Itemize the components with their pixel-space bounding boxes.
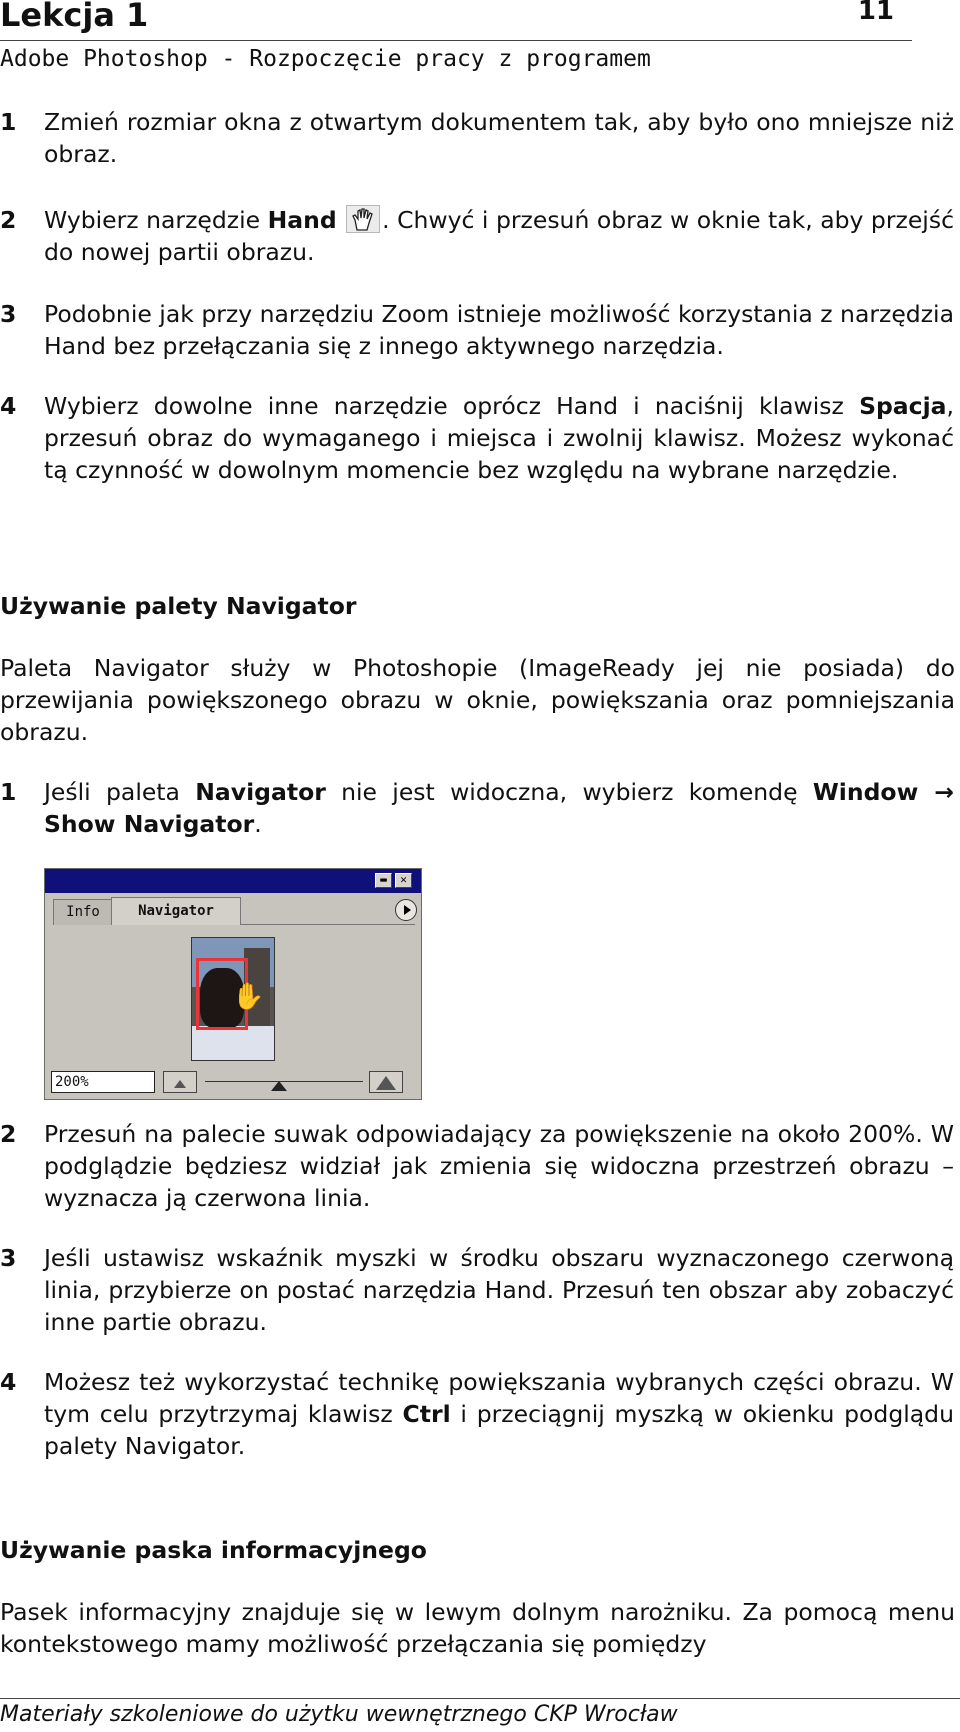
step-text: Jeśli ustawisz wskaźnik myszki w środku obszaru wyznaczonego czerwoną linia, przybierze on postać narzędzia Hand. Przesuń ten obszar aby zobaczyć inne partie obrazu.: [44, 1244, 954, 1336]
zoom-out-button[interactable]: [163, 1071, 197, 1093]
hand-tool-icon: [346, 205, 380, 233]
hand-cursor-icon: ✋: [232, 982, 265, 1012]
minimize-button[interactable]: ▬: [375, 873, 392, 888]
step-number: 4: [0, 1368, 17, 1396]
lesson-header: [0, 0, 912, 41]
step-3: [0, 298, 955, 362]
section-heading-info-bar: Używanie paska informacyjnego: [0, 1536, 427, 1564]
section-heading-navigator: Używanie palety Navigator: [0, 592, 357, 620]
text-run: Wybierz narzędzie: [44, 206, 268, 234]
bold-run: Window → Show Navigator: [44, 778, 954, 838]
page-number: 11: [857, 0, 894, 26]
step-number: 1: [0, 108, 17, 136]
step-number: 1: [0, 778, 17, 806]
step-text: Podobnie jak przy narzędziu Zoom istnieje możliwość korzystania z narzędzia Hand bez przełączania się z innego aktywnego narzędzia.: [44, 300, 954, 360]
text-run: . Chwyć i przesuń obraz w oknie tak, aby przejść do nowej partii obrazu.: [44, 206, 954, 266]
navigator-step-1: [0, 776, 955, 840]
close-button[interactable]: ✕: [395, 873, 412, 888]
navigator-preview[interactable]: [191, 937, 275, 1061]
text-run: nie jest widoczna, wybierz komendę: [325, 778, 813, 806]
step-text: [44, 204, 954, 268]
info-bar-text: Pasek informacyjny znajduje się w lewym dolnym narożniku. Za pomocą menu kontekstowego mamy możliwość przełączania się pomiędzy: [0, 1598, 955, 1658]
navigator-step-4: [0, 1366, 955, 1462]
step-number: 3: [0, 1244, 17, 1272]
step-number: 2: [0, 206, 17, 234]
navigator-step-3: [0, 1242, 955, 1338]
tab-navigator[interactable]: Navigator: [111, 897, 241, 925]
step-4: [0, 390, 955, 486]
step-text: [44, 390, 954, 486]
step-2: [0, 204, 955, 268]
page-footer: Materiały szkoleniowe do użytku wewnętrznego CKP Wrocław: [0, 1702, 678, 1727]
navigator-intro: Paleta Navigator służy w Photoshopie (ImageReady jej nie posiada) do przewijania powiększonego obrazu w oknie, powiększania oraz pomniejszania obrazu.: [0, 654, 955, 746]
step-text: [44, 1366, 954, 1462]
text-run: Wybierz dowolne inne narzędzie oprócz Hand i naciśnij klawisz: [44, 392, 860, 420]
navigator-step-2: [0, 1118, 955, 1214]
lesson-title: Lekcja 1: [0, 0, 149, 34]
step-text: Zmień rozmiar okna z otwartym dokumentem tak, aby było ono mniejsze niż obraz.: [44, 108, 954, 168]
bold-run: Hand: [267, 206, 337, 234]
text-run: Jeśli paleta: [44, 778, 196, 806]
text-run: .: [254, 810, 262, 838]
tab-info[interactable]: Info: [53, 899, 113, 925]
palette-titlebar: [45, 869, 421, 893]
preview-snow: [192, 1026, 274, 1060]
bold-run: Navigator: [195, 778, 326, 806]
bold-run: Ctrl: [402, 1400, 451, 1428]
navigator-zoom-controls: [51, 1071, 413, 1093]
step-text: [44, 776, 954, 840]
text-run: i przeciągnij myszką w okienku podglądu palety Navigator.: [44, 1400, 954, 1460]
text-run: Możesz też wykorzystać technikę powiększania wybranych części obrazu. W tym celu przytrzymaj klawisz: [44, 1368, 954, 1428]
step-1: [0, 106, 955, 170]
bold-run: Spacja: [859, 392, 947, 420]
step-number: 4: [0, 392, 17, 420]
step-number: 2: [0, 1120, 17, 1148]
lesson-subtitle: Adobe Photoshop - Rozpoczęcie pracy z programem: [0, 46, 651, 72]
zoom-in-button[interactable]: [369, 1071, 403, 1093]
step-text: Przesuń na palecie suwak odpowiadający za powiększenie na około 200%. W podglądzie będziesz widział jak zmienia się widoczna przestrzeń obrazu – wyznacza ją czerwona linia.: [44, 1120, 954, 1212]
zoom-input[interactable]: 200%: [51, 1071, 155, 1093]
step-number: 3: [0, 300, 17, 328]
footer-divider: [0, 1698, 960, 1699]
tab-strip-line: [241, 924, 415, 925]
zoom-slider-thumb[interactable]: [271, 1081, 287, 1091]
text-run: , przesuń obraz do wymaganego i miejsca i zwolnij klawisz. Możesz wykonać tą czynność w dowolnym momencie bez względu na wybrane narzędzie.: [44, 392, 954, 484]
play-circle-icon[interactable]: [395, 899, 417, 921]
navigator-palette-screenshot: [44, 868, 422, 1100]
